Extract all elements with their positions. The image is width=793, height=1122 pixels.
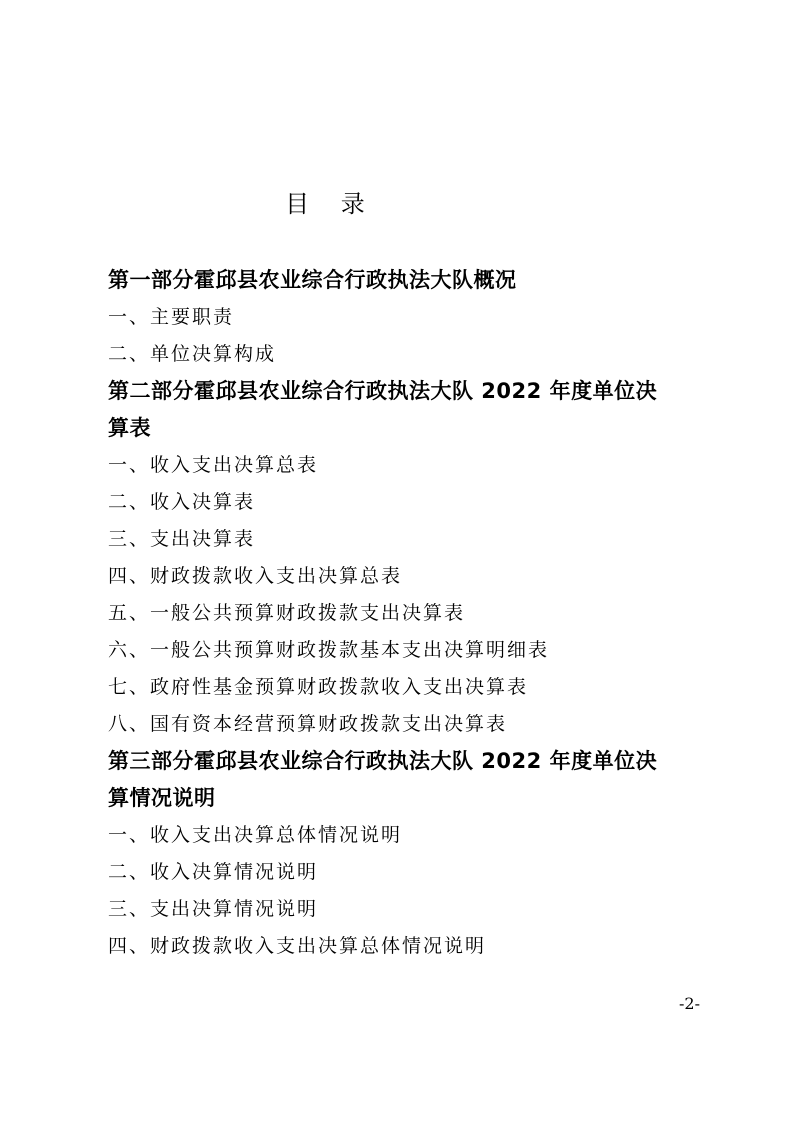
toc-item: 二、单位决算构成 bbox=[108, 343, 277, 365]
toc-item: 三、支出决算情况说明 bbox=[108, 898, 319, 920]
part-heading bbox=[108, 743, 698, 817]
part-heading-line: 算表 bbox=[108, 416, 151, 440]
toc-item: 五、一般公共预算财政拨款支出决算表 bbox=[108, 602, 466, 624]
part-heading bbox=[108, 373, 698, 447]
toc-item: 二、收入决算表 bbox=[108, 491, 256, 513]
toc-item: 一、主要职责 bbox=[108, 306, 235, 328]
page-number: -2- bbox=[679, 994, 700, 1013]
toc-item: 四、财政拨款收入支出决算总表 bbox=[108, 565, 403, 587]
toc-item: 七、政府性基金预算财政拨款收入支出决算表 bbox=[108, 676, 529, 698]
toc-item: 三、支出决算表 bbox=[108, 528, 256, 550]
table-of-contents bbox=[108, 262, 698, 965]
toc-part-1 bbox=[108, 262, 698, 373]
toc-part-3 bbox=[108, 743, 698, 965]
toc-part-2 bbox=[108, 373, 698, 743]
part-heading-line: 第二部分霍邱县农业综合行政执法大队 2022 年度单位决 bbox=[108, 379, 658, 403]
part-heading-line: 第三部分霍邱县农业综合行政执法大队 2022 年度单位决 bbox=[108, 749, 658, 773]
part-heading-line: 算情况说明 bbox=[108, 786, 216, 810]
toc-item: 六、一般公共预算财政拨款基本支出决算明细表 bbox=[108, 639, 550, 661]
toc-item: 一、收入支出决算总体情况说明 bbox=[108, 824, 403, 846]
toc-title: 目 录 bbox=[285, 190, 377, 218]
toc-item: 二、收入决算情况说明 bbox=[108, 861, 319, 883]
part-heading bbox=[108, 262, 698, 299]
toc-item: 一、收入支出决算总表 bbox=[108, 454, 319, 476]
toc-item: 八、国有资本经营预算财政拨款支出决算表 bbox=[108, 713, 508, 735]
toc-item: 四、财政拨款收入支出决算总体情况说明 bbox=[108, 935, 487, 957]
part-heading-line: 第一部分霍邱县农业综合行政执法大队概况 bbox=[108, 268, 517, 292]
